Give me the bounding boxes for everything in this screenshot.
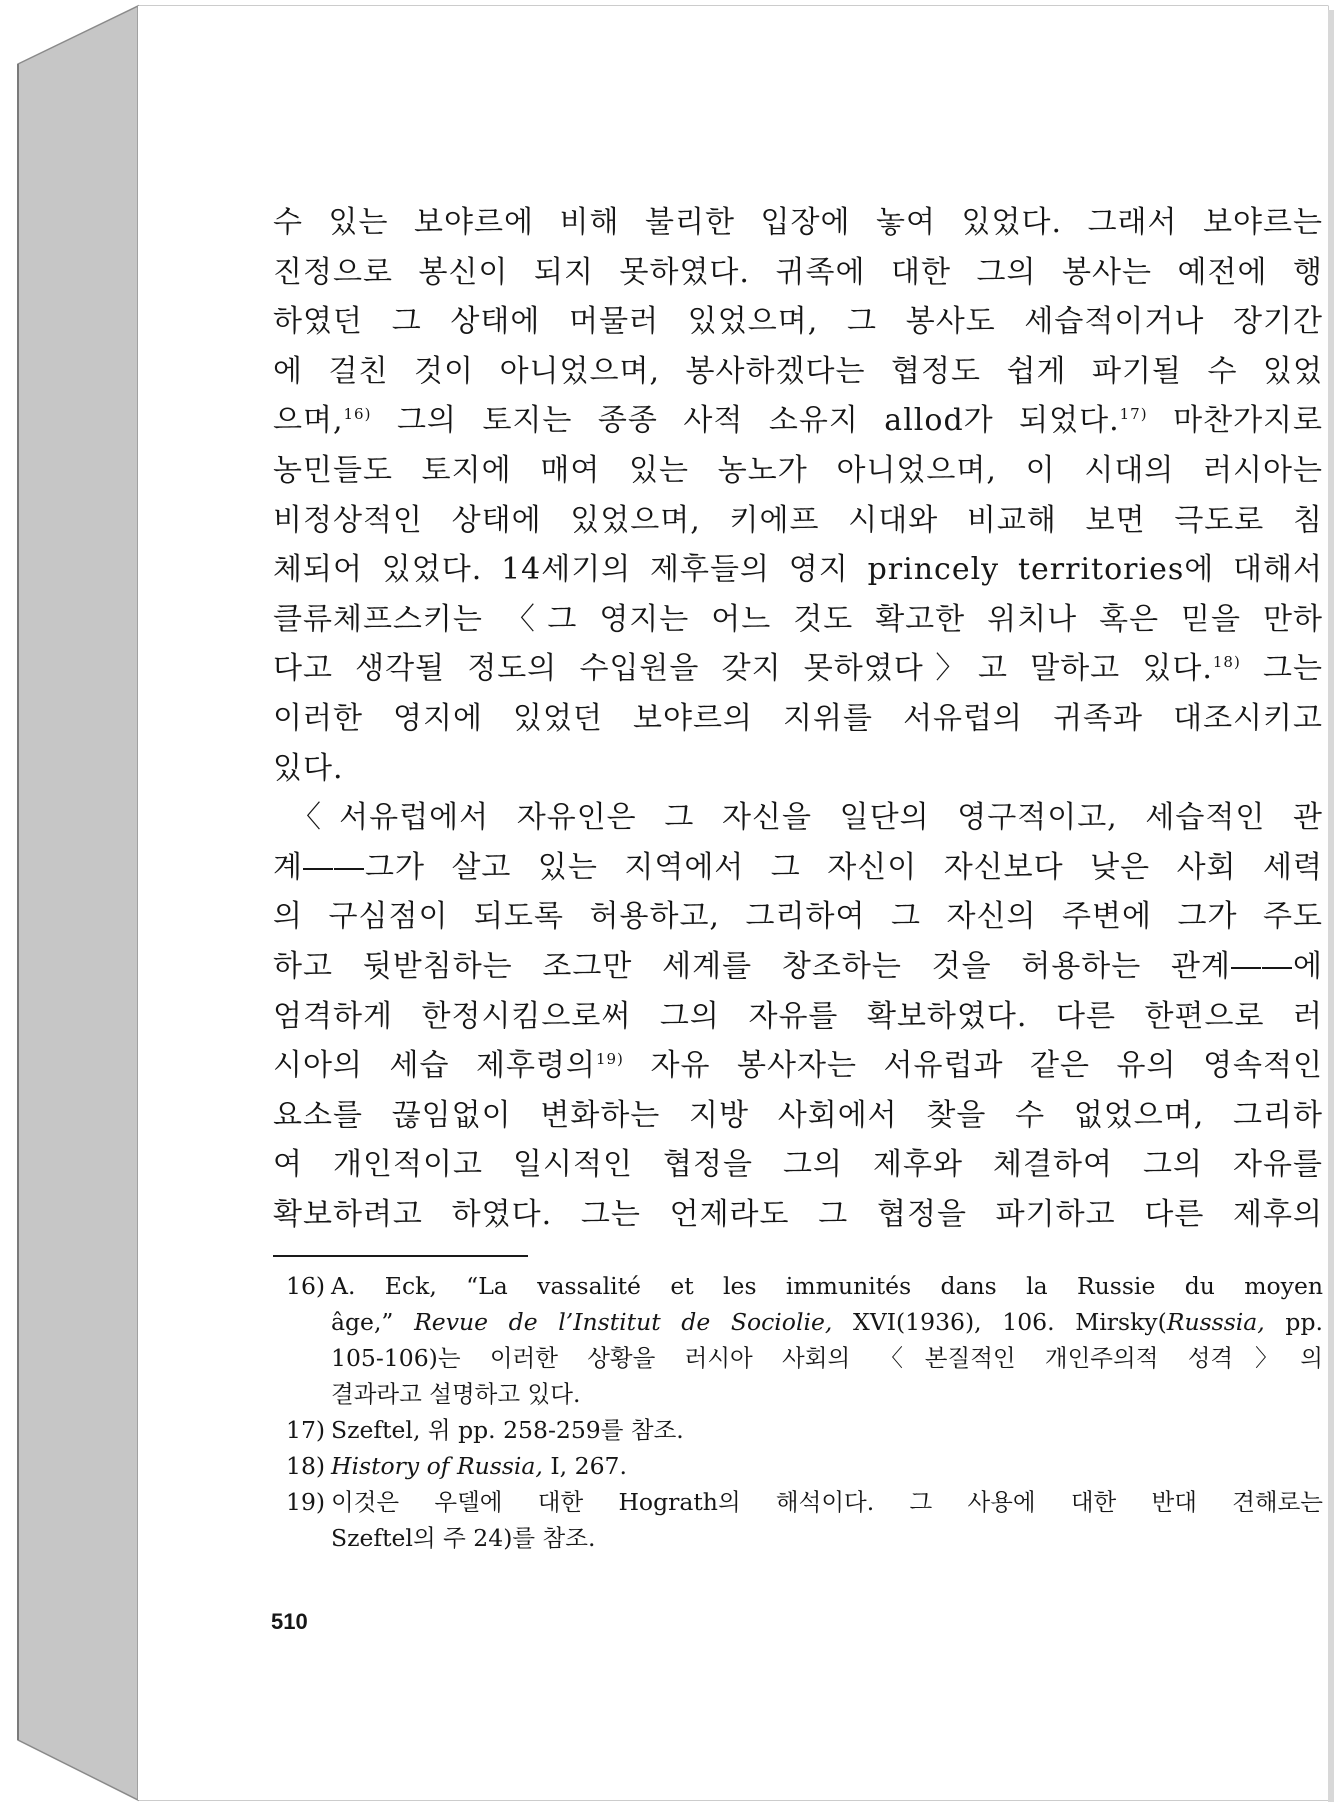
body-line: 진정으로 봉신이 되지 못하였다. 귀족에 대한 그의 봉사는 예전에 행 xyxy=(273,254,1323,290)
footnote-text: I, 267. xyxy=(550,1452,627,1480)
footnote-text: pp. xyxy=(1285,1308,1323,1336)
footnote-text: A. Eck, “La vassalité et les immunités dans la Russie du moyen xyxy=(331,1272,1323,1300)
footnotes xyxy=(286,1268,1323,1556)
book-page xyxy=(138,6,1328,1800)
body-line: 요소를 끊임없이 변화하는 지방 사회에서 찾을 수 없었으며, 그리하 xyxy=(273,1097,1323,1133)
body-line: 확보하려고 하였다. 그는 언제라도 그 협정을 파기하고 다른 제후의 xyxy=(273,1196,1323,1232)
footnote-text: âge,” xyxy=(331,1308,394,1336)
footnote-text: Szeftel, 위 pp. 258-259를 참조. xyxy=(331,1416,684,1444)
note-ref-18[interactable]: 18) xyxy=(1212,653,1241,672)
footnote-17 xyxy=(286,1412,1323,1448)
footnote-16-line-2 xyxy=(286,1304,1323,1340)
footnote-number: 16) xyxy=(286,1272,326,1300)
note-ref-17[interactable]: 17) xyxy=(1119,405,1148,424)
footnote-16-line-4: 결과라고 설명하고 있다. xyxy=(331,1380,581,1408)
footnote-16-line-3: 105-106)는 이러한 상황을 러시아 사회의 〈본질적인 개인주의적 성격〉의 xyxy=(331,1344,1323,1372)
text-segment: 시아의 세습 제후령의 xyxy=(273,1048,596,1084)
body-line: 에 걸친 것이 아니었으며, 봉사하겠다는 협정도 쉽게 파기될 수 있었 xyxy=(273,353,1323,389)
footnote-number: 19) xyxy=(286,1488,326,1516)
text-segment: 마찬가지로 xyxy=(1147,403,1323,439)
body-line: 체되어 있었다. 14세기의 제후들의 영지 princely territories에 대해서 xyxy=(273,552,1323,588)
body-line: 있다. xyxy=(273,750,344,786)
text-segment: 으며, xyxy=(273,403,344,439)
footnote-text: XVI(1936), 106. Mirsky( xyxy=(853,1308,1167,1336)
text-segment: 다고 생각될 정도의 수입원을 갖지 못하였다〉고 말하고 있다. xyxy=(273,651,1213,687)
book-title: History of Russia, xyxy=(331,1452,543,1480)
body-text xyxy=(273,198,1323,1239)
text-segment: 그의 토지는 종종 사적 소유지 allod가 되었다. xyxy=(371,403,1120,439)
body-line: 수 있는 보야르에 비해 불리한 입장에 놓여 있었다. 그래서 보야르는 xyxy=(273,205,1323,240)
book-title: Russsia, xyxy=(1166,1308,1265,1336)
text-segment: 자유 봉사자는 서유럽과 같은 유의 영속적인 xyxy=(623,1048,1323,1084)
note-ref-16[interactable]: 16) xyxy=(343,405,372,424)
body-line: 이러한 영지에 있었던 보야르의 지위를 서유럽의 귀족과 대조시키고 xyxy=(273,700,1323,736)
body-line xyxy=(273,396,1323,446)
footnote-19-line-2: Szeftel의 주 24)를 참조. xyxy=(331,1524,596,1552)
footnote-19 xyxy=(286,1484,1323,1520)
body-line: 〈서유럽에서 자유인은 그 자신을 일단의 영구적이고, 세습적인 관 xyxy=(291,800,1323,836)
body-line: 하고 뒷받침하는 조그만 세계를 창조하는 것을 허용하는 관계――에 xyxy=(273,948,1323,984)
body-line: 엄격하게 한정시킴으로써 그의 자유를 확보하였다. 다른 한편으로 러 xyxy=(273,998,1323,1034)
page-shadow-right xyxy=(1328,10,1334,1802)
footnote-16 xyxy=(286,1268,1323,1304)
body-line: 의 구심점이 되도록 허용하고, 그리하여 그 자신의 주변에 그가 주도 xyxy=(273,899,1323,935)
body-line: 계――그가 살고 있는 지역에서 그 자신이 자신보다 낮은 사회 세력 xyxy=(273,849,1323,885)
footnote-text: 이것은 우델에 대한 Hograth의 해석이다. 그 사용에 대한 반대 견해로는 xyxy=(331,1488,1323,1516)
footnote-divider xyxy=(273,1255,528,1257)
footnote-number: 18) xyxy=(286,1452,326,1480)
body-line xyxy=(273,644,1323,694)
book-spine-side xyxy=(18,6,138,1800)
footnote-18 xyxy=(286,1448,1323,1484)
body-line: 농민들도 토지에 매여 있는 농노가 아니었으며, 이 시대의 러시아는 xyxy=(273,452,1323,488)
footnote-number: 17) xyxy=(286,1416,326,1444)
journal-title: Revue de l’Institut de Sociolie, xyxy=(414,1308,833,1336)
body-line: 비정상적인 상태에 있었으며, 키에프 시대와 비교해 보면 극도로 침 xyxy=(273,502,1323,538)
note-ref-19[interactable]: 19) xyxy=(595,1050,624,1069)
body-line: 하였던 그 상태에 머물러 있었으며, 그 봉사도 세습적이거나 장기간 xyxy=(273,304,1323,340)
page-number: 510 xyxy=(271,1609,308,1634)
text-segment: 그는 xyxy=(1240,651,1323,687)
body-line xyxy=(273,1041,1323,1091)
body-line: 클류체프스키는 〈그 영지는 어느 것도 확고한 위치나 혹은 믿을 만하 xyxy=(273,601,1323,637)
body-line: 여 개인적이고 일시적인 협정을 그의 제후와 체결하여 그의 자유를 xyxy=(273,1147,1323,1183)
